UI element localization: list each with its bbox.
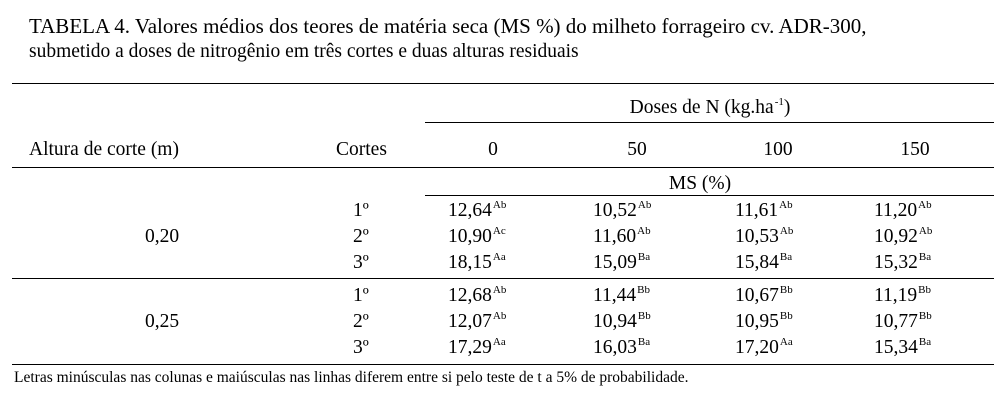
ms-value: 15,84: [735, 252, 779, 273]
significance-letters: Bb: [637, 310, 651, 322]
table-caption: [29, 14, 989, 64]
significance-letters: Ab: [637, 225, 651, 237]
ms-cell: [593, 252, 650, 276]
top-rule: [12, 83, 994, 84]
ms-value: 15,09: [593, 252, 637, 273]
ms-cell: [593, 200, 651, 224]
corte-value: 3º: [353, 252, 369, 273]
ms-value: 11,61: [735, 200, 779, 221]
ms-cell: [874, 252, 931, 276]
ms-cell: [874, 337, 931, 361]
significance-letters: Ba: [918, 336, 932, 348]
ms-cell: [448, 285, 506, 309]
ms-cell: [448, 252, 506, 276]
ms-value: 10,52: [593, 200, 637, 221]
ms-value: 15,32: [874, 252, 918, 273]
ms-cell: [874, 285, 931, 309]
ms-cell: [735, 252, 792, 276]
significance-letters: Ab: [492, 284, 507, 296]
ms-cell: [593, 311, 651, 335]
footnote: Letras minúsculas nas colunas e maiúsculas nas linhas diferem entre si pelo teste de t a 5% de probabilidade.: [14, 369, 689, 386]
significance-letters: Bb: [637, 284, 650, 296]
unit-underline: [425, 195, 994, 196]
col-header-cortes: Cortes: [336, 139, 387, 160]
ms-value: 10,67: [735, 285, 779, 306]
significance-letters: Ab: [779, 199, 793, 211]
significance-letters: Aa: [779, 336, 793, 348]
doses-header-prefix: Doses de N (kg.ha: [629, 97, 774, 118]
altura-value: 0,25: [144, 311, 180, 332]
significance-letters: Ac: [492, 225, 506, 237]
ms-cell: [593, 226, 651, 250]
ms-value: 15,34: [874, 337, 918, 358]
ms-cell: [735, 311, 793, 335]
corte-value: 1º: [353, 200, 369, 221]
bottom-rule: [12, 364, 994, 365]
significance-letters: Bb: [779, 284, 793, 296]
ms-cell: [735, 200, 793, 224]
significance-letters: Aa: [492, 251, 506, 263]
doses-underline: [425, 122, 994, 123]
ms-value: 17,29: [448, 337, 492, 358]
significance-letters: Bb: [918, 284, 931, 296]
ms-cell: [448, 200, 506, 224]
corte-value: 3º: [353, 337, 369, 358]
ms-value: 12,07: [448, 311, 492, 332]
corte-value: 2º: [353, 311, 369, 332]
ms-cell: [735, 226, 793, 250]
significance-letters: Ba: [637, 251, 651, 263]
ms-cell: [874, 200, 932, 224]
col-header-dose-150: 150: [900, 139, 930, 160]
ms-cell: [448, 337, 506, 361]
significance-letters: Ab: [918, 225, 933, 237]
ms-value: 11,44: [593, 285, 637, 306]
ms-value: 16,03: [593, 337, 637, 358]
significance-letters: Ba: [637, 336, 651, 348]
group-separator: [12, 278, 994, 279]
ms-cell: [448, 226, 506, 250]
doses-header-exponent: -1: [774, 96, 784, 108]
ms-value: 11,20: [874, 200, 918, 221]
ms-value: 10,95: [735, 311, 779, 332]
caption-line-2: submetido a doses de nitrogênio em três cortes e duas alturas residuais: [29, 41, 579, 62]
col-header-dose-100: 100: [763, 139, 793, 160]
significance-letters: Ab: [637, 199, 652, 211]
header-rule: [12, 167, 994, 168]
col-header-dose-0: 0: [488, 139, 498, 160]
caption-line-1: TABELA 4. Valores médios dos teores de matéria seca (MS %) do milheto forrageiro cv. ADR-300,: [29, 14, 867, 38]
corte-value: 1º: [353, 285, 369, 306]
ms-value: 11,60: [593, 226, 637, 247]
doses-header: [630, 97, 791, 121]
ms-value: 10,92: [874, 226, 918, 247]
significance-letters: Ab: [492, 310, 507, 322]
ms-cell: [735, 285, 793, 309]
ms-value: 10,53: [735, 226, 779, 247]
significance-letters: Bb: [918, 310, 932, 322]
ms-cell: [735, 337, 793, 361]
ms-value: 12,68: [448, 285, 492, 306]
ms-value: 10,77: [874, 311, 918, 332]
corte-value: 2º: [353, 226, 369, 247]
doses-header-suffix: ): [783, 97, 791, 118]
significance-letters: Aa: [492, 336, 506, 348]
significance-letters: Ba: [779, 251, 793, 263]
significance-letters: Bb: [779, 310, 793, 322]
ms-value: 18,15: [448, 252, 492, 273]
significance-letters: Ab: [918, 199, 932, 211]
ms-cell: [593, 285, 650, 309]
significance-letters: Ab: [492, 199, 507, 211]
col-header-dose-50: 50: [627, 139, 647, 160]
ms-cell: [448, 311, 506, 335]
ms-cell: [593, 337, 650, 361]
ms-value: 17,20: [735, 337, 779, 358]
significance-letters: Ab: [779, 225, 794, 237]
ms-value: 12,64: [448, 200, 492, 221]
significance-letters: Ba: [918, 251, 932, 263]
altura-value: 0,20: [144, 226, 180, 247]
ms-value: 11,19: [874, 285, 918, 306]
unit-label: MS (%): [668, 173, 732, 194]
ms-cell: [874, 311, 932, 335]
ms-value: 10,94: [593, 311, 637, 332]
ms-value: 10,90: [448, 226, 492, 247]
ms-cell: [874, 226, 932, 250]
col-header-altura: Altura de corte (m): [29, 139, 179, 160]
